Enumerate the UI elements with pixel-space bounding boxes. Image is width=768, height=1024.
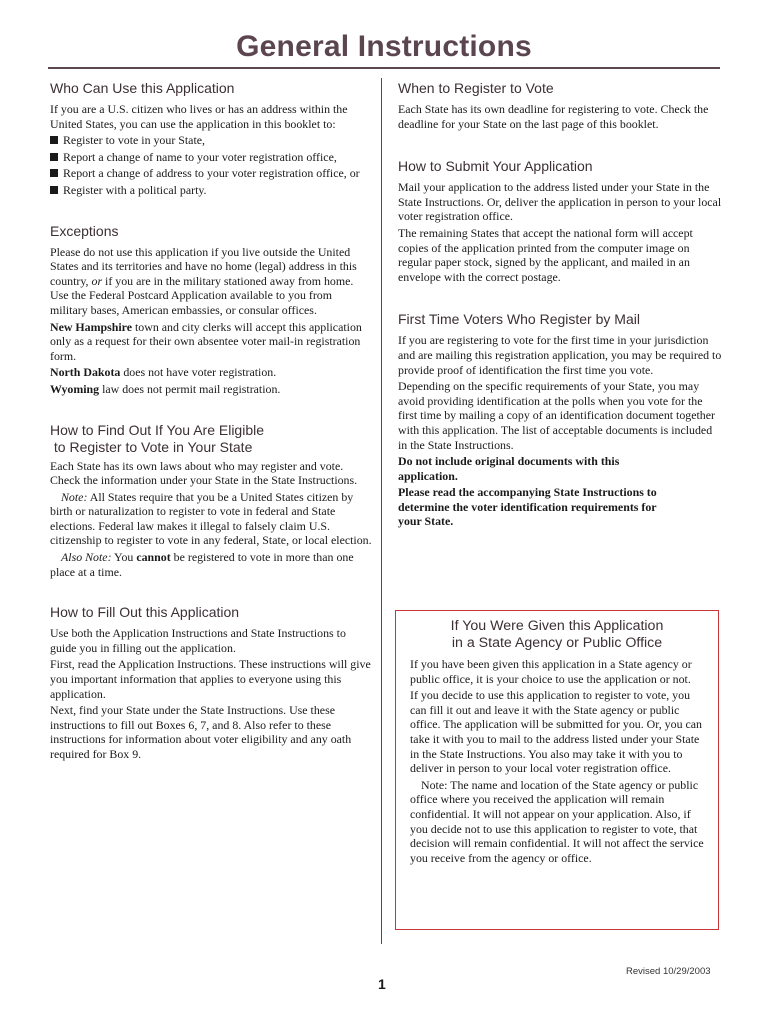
state-agency-heading: If You Were Given this Application in a State Agency or Public Office [450,618,664,651]
square-bullet-icon [50,169,58,177]
north-dakota-note: North Dakota does not have voter registration. [50,365,277,380]
first-time-bold-2: Please read the accompanying State Instructions to determine the voter identification requirements for your State. [398,485,657,529]
left-column [50,80,372,764]
exceptions-heading: Exceptions [50,222,119,239]
column-divider [381,78,382,944]
bullet-text: Register with a political party. [63,182,207,197]
list-item [50,183,372,198]
fill-out-heading: How to Fill Out this Application [50,604,240,621]
square-bullet-icon [50,186,58,194]
bullet-text: Report a change of address to your voter registration office, or [63,166,360,181]
right-column [398,80,722,531]
page-number: 1 [378,976,386,992]
exceptions-paragraph: Please do not use this application if you live outside the United States and its territories and have no home (legal) address in this country, or if you are in the military stationed away from home. Use the Federal Postcard Application available to you from military bases, American embassies, or consular offices. [50,244,357,317]
wyoming-note: Wyoming law does not permit mail registration. [50,381,281,396]
eligible-heading: How to Find Out If You Are Eligible to Register to Vote in Your State [50,421,265,455]
eligible-also-note: Also Note: You cannot be registered to vote in more than one place at a time. [50,550,354,579]
submit-heading: How to Submit Your Application [398,158,593,175]
state-agency-box [395,610,719,930]
submit-paragraph-2: The remaining States that accept the national form will accept copies of the application printed from the computer image on regular paper stock, signed by the applicant, and mailed in an envelope with the correct postage. [398,225,693,284]
eligible-note: Note: All States require that you be a United States citizen by birth or naturalization to register to vote in federal and State elections. Federal law makes it illegal to falsely claim U.S. citizenship to register to vote in any federal, State, or local election. [50,489,372,548]
fill-out-paragraph-2: First, read the Application Instructions. These instructions will give you important information that applies to everyone using this application. [50,657,371,701]
new-hampshire-note: New Hampshire town and city clerks will accept this application only as a request for their own absentee voter mail-in registration form. [50,319,362,363]
square-bullet-icon [50,136,58,144]
first-time-heading: First Time Voters Who Register by Mail [398,311,640,328]
title-rule [48,67,720,69]
who-intro: If you are a U.S. citizen who lives or has an address within the United States, you can use the application in this booklet to: [50,102,348,131]
when-paragraph: Each State has its own deadline for registering to vote. Check the deadline for your State on the last page of this booklet. [398,102,709,131]
square-bullet-icon [50,153,58,161]
list-item [50,166,372,181]
first-time-bold-1: Do not include original documents with this application. [398,454,620,483]
when-heading: When to Register to Vote [398,80,554,96]
who-heading: Who Can Use this Application [50,80,235,96]
state-agency-paragraph-2: If you decide to use this application to register to vote, you can fill it out and leave it with the State agency or public office. The application will be submitted for you. Or, you can take it with you to mail to the address listed under your State in the State Instructions. You also may take it with you to deliver in person to your local voter registration office. [410,688,702,776]
state-agency-paragraph-1: If you have been given this application in a State agency or public office, it is your choice to use the application or not. [410,657,692,686]
fill-out-paragraph-3: Next, find your State under the State Instructions. Use these instructions to fill out Boxes 6, 7, and 8. Also refer to these instructions for information about voter eligibility and any oath required for Box 9. [50,703,352,761]
fill-out-paragraph-1: Use both the Application Instructions and State Instructions to guide you in filling out the application. [50,626,346,655]
first-time-paragraph-1: If you are registering to vote for the first time in your jurisdiction and are mailing this registration application, you may be required to provide proof of identification the first time you vote. [398,333,722,377]
eligible-paragraph: Each State has its own laws about who may register and vote. Check the information under your State in the State Instructions. [50,458,358,488]
first-time-paragraph-2: Depending on the specific requirements of your State, you may avoid providing identification at the polls when you vote for the first time by mailing a copy of an identification document together with this application. The list of acceptable documents is included in the State Instructions. [398,379,715,452]
submit-paragraph-1: Mail your application to the address listed under your State in the State Instructions. Or, deliver the application in person to your local voter registration office. [398,180,722,224]
revised-date: Revised 10/29/2003 [626,966,711,977]
bullet-text: Report a change of name to your voter registration office, [63,149,337,164]
list-item [50,133,372,148]
list-item [50,150,372,165]
page-title: General Instructions [236,30,532,63]
bullet-text: Register to vote in your State, [63,133,206,148]
state-agency-note: Note: The name and location of the State agency or public office where you received the application will remain confidential. It will not appear on your application. Also, if you decide not to use this application to register to vote, that decision will remain confidential. It will not affect the service you receive from the agency or office. [410,777,704,865]
